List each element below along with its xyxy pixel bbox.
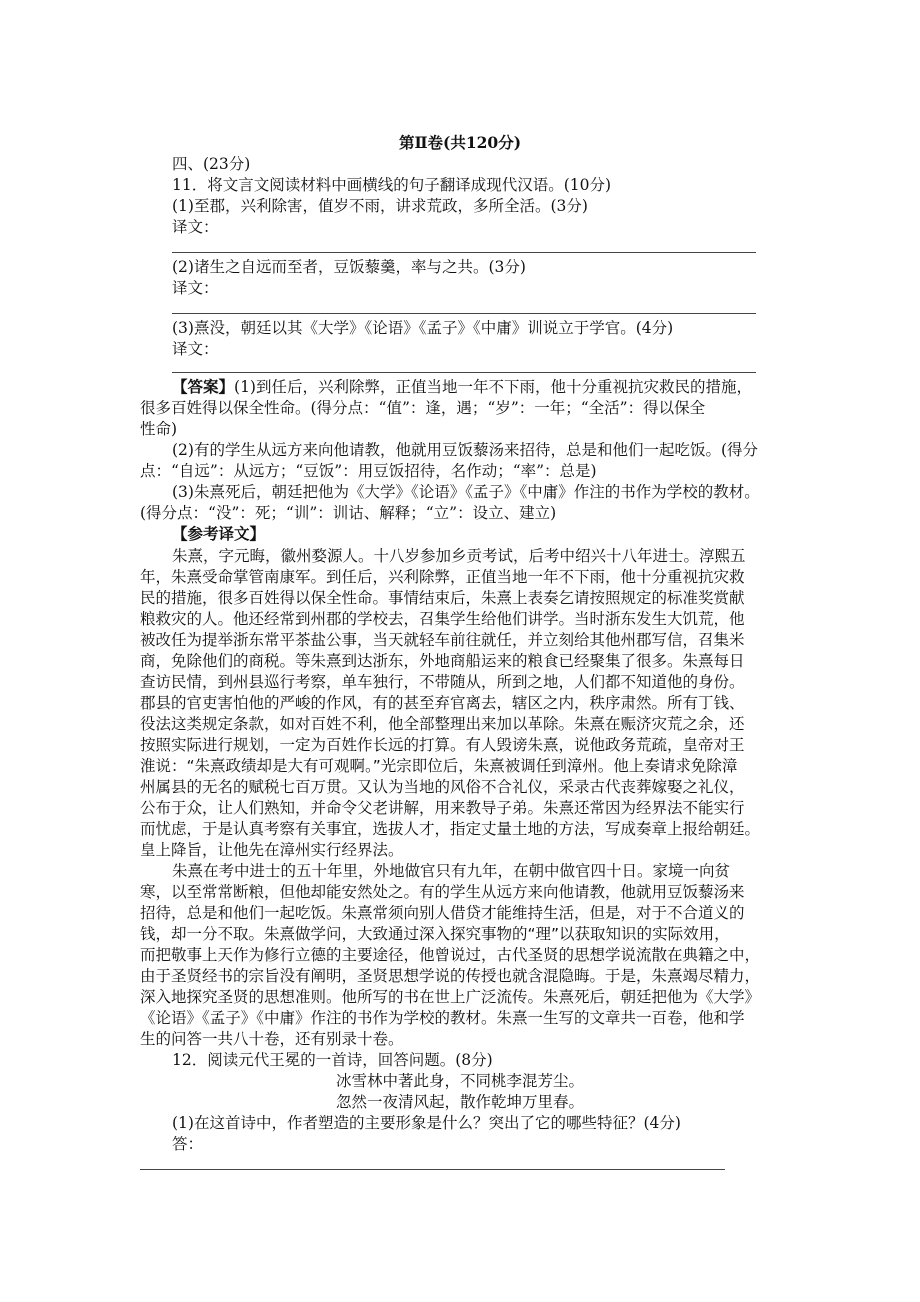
- ref-p1-line-14: 而忧虑，于是认真考察有关事宜，选拔人才，指定丈量土地的方法，写成奏章上报给朝廷。: [140, 820, 761, 838]
- ref-p1-line-8: 郡县的官吏害怕他的严峻的作风，有的甚至弃官离去，辖区之内，秩序肃然。所有丁钱、: [140, 694, 745, 712]
- ref-p1-line-7: 查访民情，到州县巡行考察，单车独行，不带随从，所到之地，人们都不知道他的身份。: [140, 673, 745, 691]
- ref-p1-line-13: 公布于众，让人们熟知，并命令父老讲解，用来教导子弟。朱熹还常因为经界法不能实行: [140, 799, 745, 817]
- q11-translation-label-2: 译文：: [172, 279, 219, 297]
- poem-line-2: 忽然一夜清风起，散作乾坤万里春。: [335, 1093, 584, 1111]
- ref-p2-line-2: 寒，以至常常断粮，但他却能安然处之。有的学生从远方来向他请教，他就用豆饭藜汤来: [140, 883, 745, 901]
- section-title: 第Ⅱ卷(共120分): [398, 133, 522, 152]
- ref-p1-line-3: 民的措施，很多百姓得以保全性命。事情结束后，朱熹上表奏乞请按照规定的标准奖赏献: [140, 589, 745, 607]
- ref-p1-line-12: 州属县的无名的赋税七百万贯。又认为当地的风俗不合礼仪，采录古代丧葬嫁娶之礼仪，: [140, 778, 745, 796]
- answer-2-line-1: (2)有的学生从远方来向他请教，他就用豆饭藜汤来招待，总是和他们一起吃饭。(得分: [172, 441, 759, 459]
- ref-p1-line-5: 被改任为提举浙东常平茶盐公事，当天就轻车前往就任，并立刻给其他州郡写信，召集米: [140, 631, 745, 649]
- ref-p2-line-5: 而把敬事上天作为修行立德的主要途径，他曾说过，古代圣贤的思想学说流散在典籍之中，: [140, 946, 761, 964]
- ref-p2-line-7: 深入地探究圣贤的思想准则。他所写的书在世上广泛流传。朱熹死后，朝廷把他为《大学》: [140, 988, 761, 1006]
- ref-p1-line-4: 粮救灾的人。他还经常到州郡的学校去，召集学生给他们讲学。当时浙东发生大饥荒，他: [140, 610, 745, 628]
- ref-p2-line-1: 朱熹在考中进士的五十年里，外地做官只有九年，在朝中做官四十日。家境一向贫: [172, 862, 731, 880]
- q11-sentence-3: (3)熹没，朝廷以其《大学》《论语》《孟子》《中庸》训说立于学官。(4分): [172, 319, 674, 337]
- ref-p1-line-1: 朱熹，字元晦，徽州婺源人。十八岁参加乡贡考试，后考中绍兴十八年进士。淳熙五: [172, 547, 746, 565]
- ref-p1-line-11: 淮说：“朱熹政绩却是大有可观啊。”光宗即位后，朱熹被调任到漳州。他上奏请求免除漳: [140, 757, 738, 775]
- ref-p2-line-9: 生的问答一共八十卷，还有别录十卷。: [140, 1030, 404, 1048]
- ref-p2-line-4: 钱，却一分不取。朱熹做学问，大致通过深入探究事物的“理”以获取知识的实际效用，: [140, 925, 730, 943]
- ref-p1-line-15: 皇上降旨，让他先在漳州实行经界法。: [140, 841, 404, 859]
- answer-line-4[interactable]: [140, 1169, 725, 1170]
- q11-prompt: 11．将文言文阅读材料中画横线的句子翻译成现代汉语。(10分): [172, 176, 612, 194]
- ref-p2-line-3: 招待，总是和他们一起吃饭。朱熹常须向别人借贷才能维持生活，但是，对于不合道义的: [140, 904, 745, 922]
- answer-line-1[interactable]: [172, 252, 756, 253]
- answer-line-2[interactable]: [172, 313, 756, 314]
- answer-line-3[interactable]: [172, 372, 756, 373]
- ref-p2-line-8: 《论语》《孟子》《中庸》作注的书作为学校的教材。朱熹一生写的文章共一百卷，他和学: [140, 1009, 745, 1027]
- q11-sentence-1: (1)至郡，兴利除害，值岁不雨，讲求荒政，多所全活。(3分): [172, 197, 588, 215]
- reference-label: 【参考译文】: [172, 524, 266, 543]
- part4-heading: 四、(23分): [172, 155, 251, 173]
- ref-p1-line-9: 役法这类规定条款，如对百姓不利，他全部整理出来加以革除。朱熹在赈济灾荒之余，还: [140, 715, 745, 733]
- q12-prompt: 12．阅读元代王冕的一首诗，回答问题。(8分): [172, 1051, 493, 1069]
- ref-p1-line-6: 商，免除他们的商税。等朱熹到达浙东，外地商船运来的粮食已经聚集了很多。朱熹每日: [140, 652, 745, 670]
- answer-label: 【答案】: [172, 377, 235, 396]
- q11-translation-label-1: 译文：: [172, 218, 219, 236]
- q12-sub-question-1: (1)在这首诗中，作者塑造的主要形象是什么？突出了它的哪些特征？(4分): [172, 1114, 681, 1132]
- poem-line-1: 冰雪林中著此身，不同桃李混芳尘。: [335, 1072, 584, 1090]
- answer-3-line-2: (得分点：“没”：死；“训”：训诂、解释；“立”：设立、建立): [140, 504, 557, 522]
- q11-translation-label-3: 译文：: [172, 340, 219, 358]
- answer-3-line-1: (3)朱熹死后，朝廷把他为《大学》《论语》《孟子》《中庸》作注的书作为学校的教材。: [172, 483, 760, 501]
- answer-1-line-3: 性命): [140, 420, 178, 438]
- answer-1-line-1: 【答案】(1)到任后，兴利除弊，正值当地一年不下雨，他十分重视抗灾救民的措施，: [172, 377, 752, 396]
- answer-2-line-2: 点：“自远”：从远方；“豆饭”：用豆饭招待，名作动；“率”：总是): [140, 462, 597, 480]
- ref-p1-line-2: 年，朱熹受命掌管南康军。到任后，兴利除弊，正值当地一年不下雨，他十分重视抗灾救: [140, 568, 745, 586]
- ref-p2-line-6: 由于圣贤经书的宗旨没有阐明，圣贤思想学说的传授也就含混隐晦。于是，朱熹竭尽精力，: [140, 967, 761, 985]
- answer-1-line-2: 很多百姓得以保全性命。(得分点：“值”：逢，遇；“岁”：一年；“全活”：得以保全: [140, 399, 706, 417]
- q12-answer-label: 答：: [172, 1135, 204, 1153]
- q11-sentence-2: (2)诸生之自远而至者，豆饭藜羹，率与之共。(3分): [172, 258, 526, 276]
- ref-p1-line-10: 按照实际进行规划，一定为百姓作长远的打算。有人毁谤朱熹，说他政务荒疏，皇帝对王: [140, 736, 745, 754]
